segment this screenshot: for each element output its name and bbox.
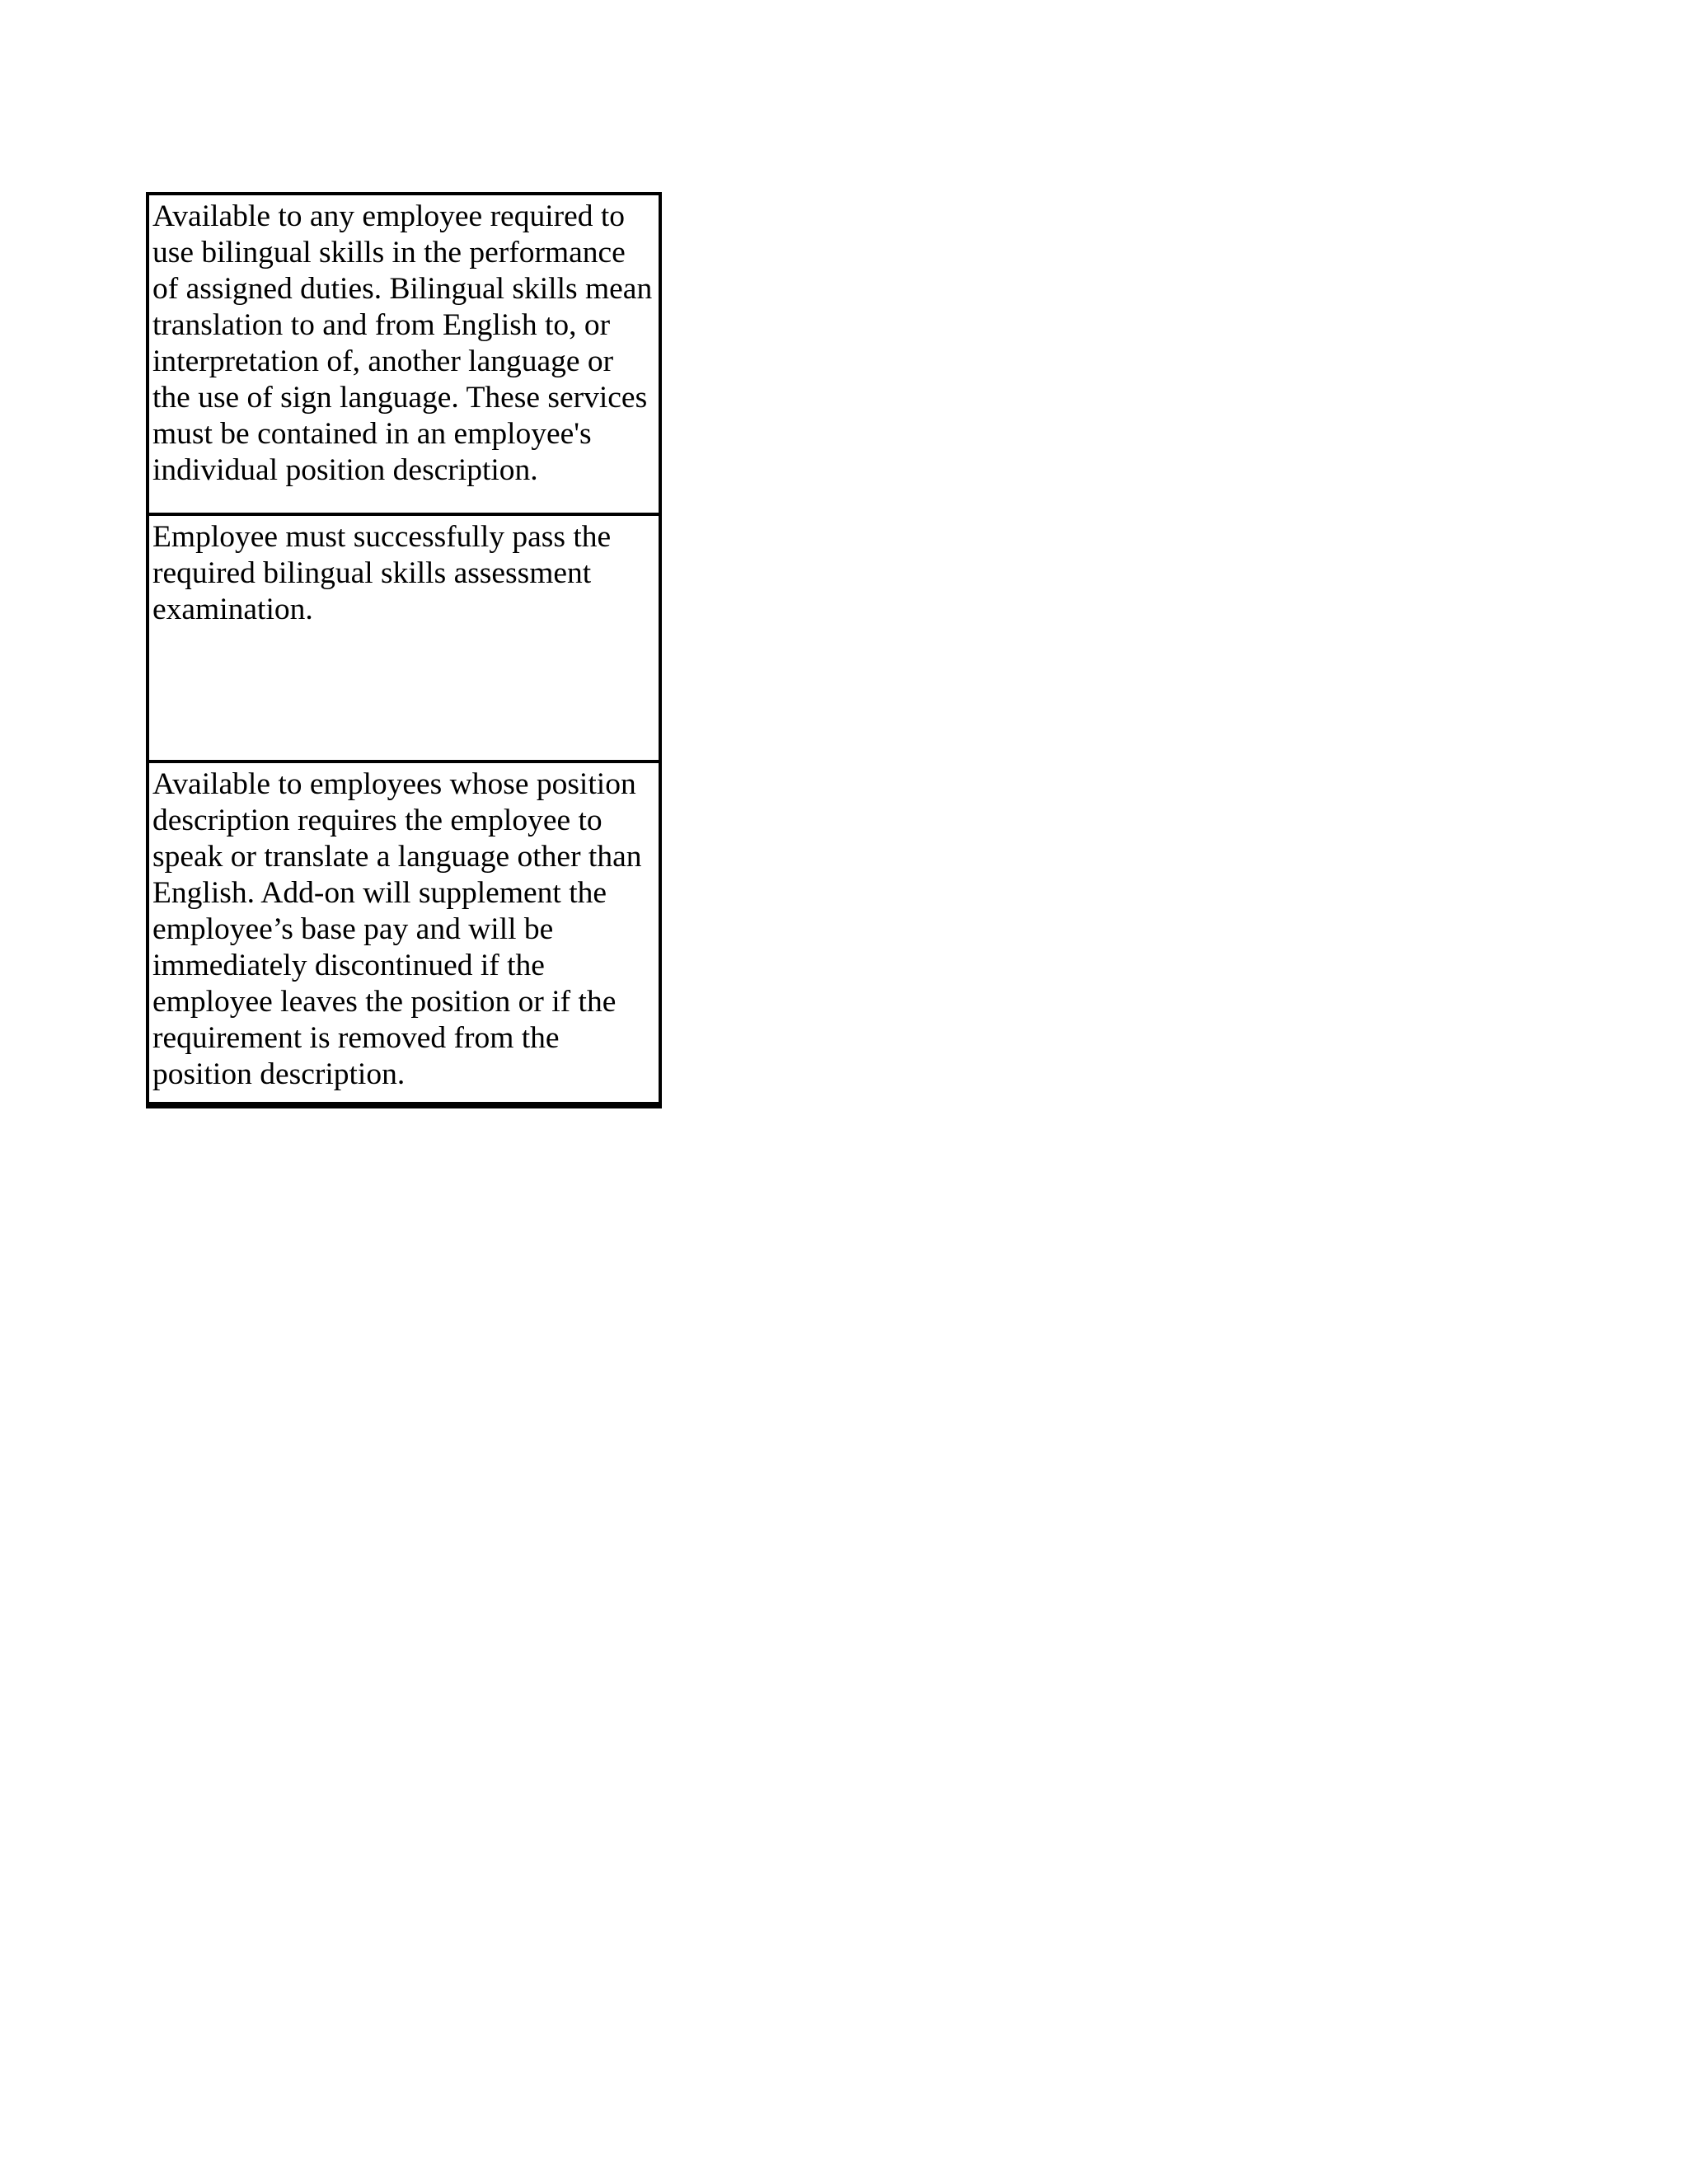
table-cell (149, 513, 659, 760)
table-cell (149, 195, 659, 513)
cell-text: Available to employees whose position description requires the employee to speak or translate a language other than English. Add-on will supplement the employee’s base pay and will be immediately discontinued if the employee leaves the position or if the requirement is removed from the position description. (152, 767, 642, 1091)
cell-text: Employee must successfully pass the required bilingual skills assessment examination. (152, 520, 612, 626)
cell-text: Available to any employee required to use bilingual skills in the performance of assigned duties. Bilingual skills mean translation to and from English to, or interpretation of, another language or the use of sign language. These services must be contained in an employee's individual position description. (152, 199, 653, 487)
table-cell (149, 760, 659, 1102)
description-table (146, 192, 662, 1108)
